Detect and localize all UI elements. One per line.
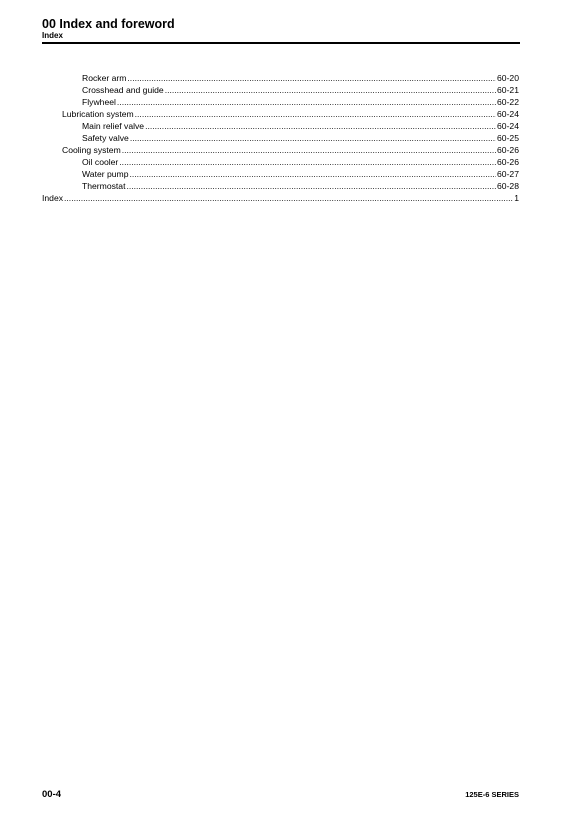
toc-entry-page: 60-24 xyxy=(497,109,519,119)
toc-entry-page: 60-22 xyxy=(497,97,519,107)
toc-entry-label: Thermostat xyxy=(82,181,126,191)
toc-entry xyxy=(42,96,519,108)
toc-dot-leader xyxy=(130,168,497,180)
toc-dot-leader xyxy=(130,132,496,144)
toc-dot-leader xyxy=(127,72,496,84)
toc-entry xyxy=(42,168,519,180)
toc-entry-page: 60-21 xyxy=(497,85,519,95)
toc-entry-page: 60-24 xyxy=(497,121,519,131)
toc-entry xyxy=(42,156,519,168)
toc-entry-page: 60-26 xyxy=(497,157,519,167)
toc-entry-label: Lubrication system xyxy=(62,109,134,119)
toc-entry-label: Rocker arm xyxy=(82,73,127,83)
toc-dot-leader xyxy=(145,120,496,132)
toc-dot-leader xyxy=(64,192,513,204)
toc-entry-label: Index xyxy=(42,193,64,203)
toc-dot-leader xyxy=(119,156,496,168)
toc-entry xyxy=(42,144,519,156)
toc-entry-page: 60-26 xyxy=(497,145,519,155)
toc-entry-page: 60-27 xyxy=(497,169,519,179)
toc-entry-label: Crosshead and guide xyxy=(82,85,164,95)
toc-entry xyxy=(42,72,519,84)
toc-entry-page: 60-25 xyxy=(497,133,519,143)
toc-entry-page: 60-28 xyxy=(497,181,519,191)
toc-entry xyxy=(42,120,519,132)
toc-dot-leader xyxy=(117,96,496,108)
toc-entry-label: Safety valve xyxy=(82,133,129,143)
footer-page-number: 00-4 xyxy=(42,789,62,800)
toc-dot-leader xyxy=(122,144,496,156)
toc-dot-leader xyxy=(126,180,496,192)
page-header xyxy=(42,17,520,41)
toc-entry-page: 1 xyxy=(514,193,519,203)
toc-entry xyxy=(42,132,519,144)
toc-dot-leader xyxy=(135,108,496,120)
toc-entry xyxy=(42,180,519,192)
toc-dot-leader xyxy=(165,84,496,96)
toc-entry xyxy=(42,192,519,204)
toc-entry-label: Cooling system xyxy=(62,145,121,155)
header-divider xyxy=(42,42,520,44)
toc-entry-label: Oil cooler xyxy=(82,157,119,167)
chapter-title: 00 Index and foreword xyxy=(42,17,175,31)
footer-series: 125E-6 SERIES xyxy=(465,790,519,799)
section-title: Index xyxy=(42,31,63,40)
toc-entry-label: Flywheel xyxy=(82,97,116,107)
toc-entry-label: Main relief valve xyxy=(82,121,145,131)
toc-entry-label: Water pump xyxy=(82,169,129,179)
toc-entry xyxy=(42,108,519,120)
toc-entry-page: 60-20 xyxy=(497,73,519,83)
toc-entry xyxy=(42,84,519,96)
table-of-contents xyxy=(42,72,519,204)
